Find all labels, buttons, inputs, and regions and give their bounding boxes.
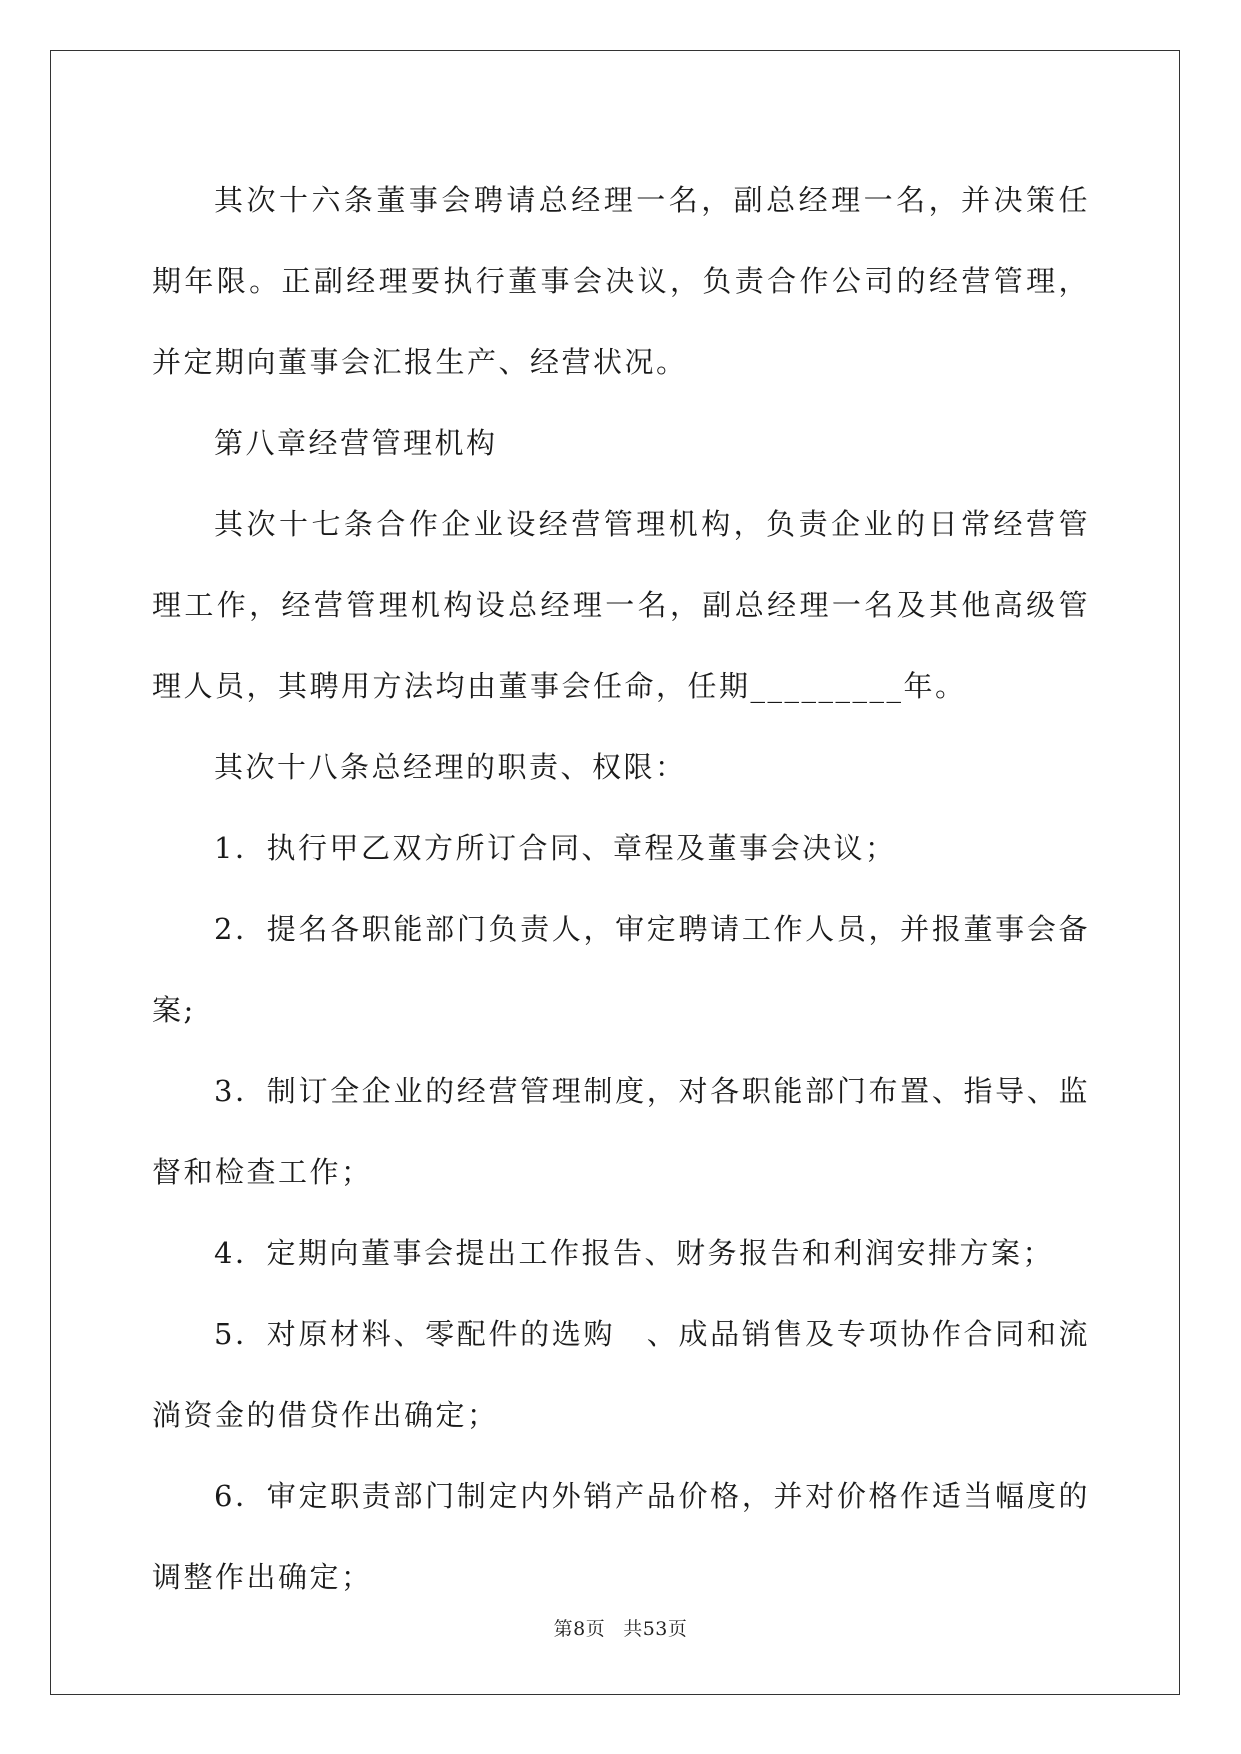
paragraph-article-16: 其次十六条董事会聘请总经理一名，副总经理一名，并决策任期年限。正副经理要执行董事会决议，负责合作公司的经营管理，并定期向董事会汇报生产、经营状况。 (152, 183, 1090, 379)
current-page-label: 第8页 (553, 1618, 606, 1640)
document-body (152, 160, 1090, 1618)
total-pages-label: 共53页 (623, 1618, 688, 1640)
paragraph-article-18: 其次十八条总经理的职责、权限： (214, 750, 687, 784)
chapter-heading: 第八章经营管理机构 (214, 426, 498, 460)
paragraph-article-17: 其次十七条合作企业设经营管理机构，负责企业的日常经营管理工作，经营管理机构设总经理一名，副总经理一名及其他高级管理人员，其聘用方法均由董事会任命，任期_________年。 (152, 507, 1090, 703)
list-item-5: 5．对原材料、零配件的选购 、成品销售及专项协作合同和流淌资金的借贷作出确定； (152, 1317, 1090, 1432)
list-item-1: 1．执行甲乙双方所订合同、章程及董事会决议； (214, 831, 897, 865)
list-item-4: 4．定期向董事会提出工作报告、财务报告和利润安排方案； (214, 1236, 1054, 1270)
list-item-2: 2．提名各职能部门负责人，审定聘请工作人员，并报董事会备案; (152, 912, 1090, 1027)
page-footer (0, 1614, 1241, 1641)
list-item-6: 6．审定职责部门制定内外销产品价格，并对价格作适当幅度的调整作出确定； (152, 1479, 1090, 1594)
list-item-3: 3．制订全企业的经营管理制度，对各职能部门布置、指导、监督和检查工作； (152, 1074, 1090, 1189)
